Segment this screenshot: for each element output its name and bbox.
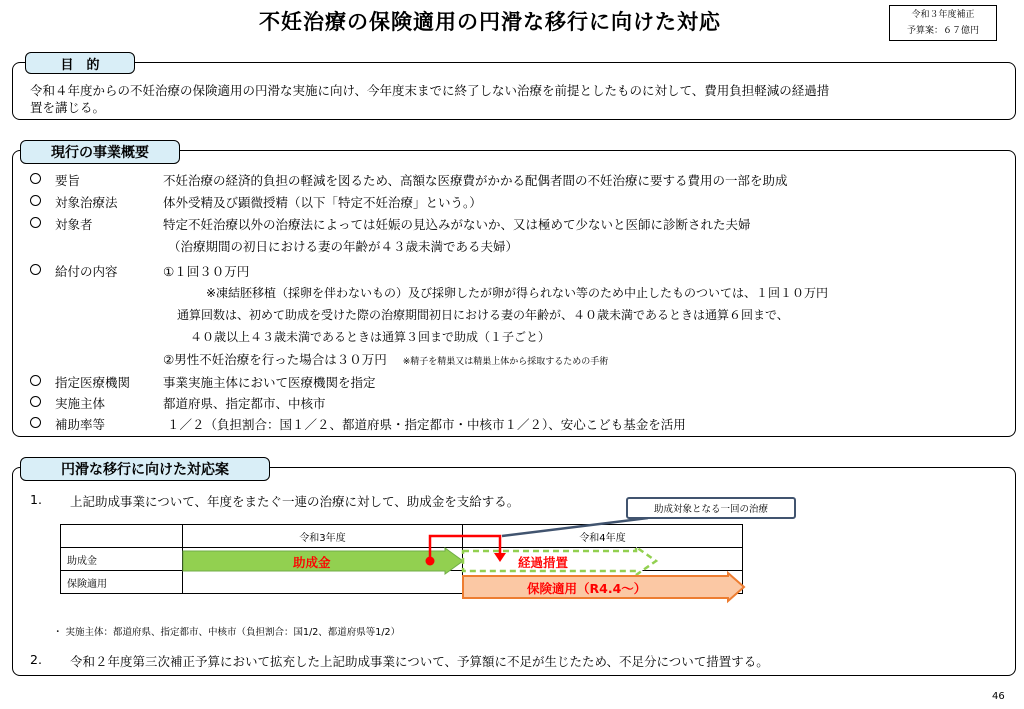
benefit-line3: 通算回数は、初めて助成を受けた際の治療期間初日における妻の年齢が、４０歳未満であるときは通算６回まで、 — [177, 308, 789, 322]
plan-item1-num: 1. — [30, 492, 42, 507]
table-header-r4: 令和4年度 — [463, 525, 743, 548]
page-title: 不妊治療の保険適用の円滑な移行に向けた対応 — [259, 10, 721, 34]
plan-item1-text: 上記助成事業について、年度をまたぐ一連の治療に対して、助成金を支給する。 — [70, 494, 520, 509]
item-value: 特定不妊治療以外の治療法によっては妊娠の見込みがないか、又は極めて少ないと医師に診断された夫婦 — [163, 217, 751, 232]
item-value: ①１回３０万円 — [163, 264, 250, 279]
benefit-line2: ※凍結胚移植（採卵を伴わないもの）及び採卵したが卵が得られない等のため中止したものついては、１回１０万円 — [206, 286, 829, 300]
row-label-insurance: 保険適用 — [61, 571, 183, 594]
item-value: １／２（負担割合：国１／２、都道府県・指定都市・中核市１／２）、安心こども基金を活用 — [167, 417, 686, 432]
implementer-note: ・ 実施主体：都道府県、指定都市、中核市（負担割合：国1/2、都道府県等1/2） — [53, 627, 401, 638]
row-label-subsidy: 助成金 — [61, 548, 183, 571]
purpose-tag: 目 的 — [25, 52, 135, 74]
male-benefit-text: ②男性不妊治療を行った場合は３０万円 — [163, 352, 387, 367]
item-value: 事業実施主体において医療機関を指定 — [163, 375, 376, 390]
page-number: 46 — [992, 691, 1005, 702]
item-label: 実施主体 — [55, 396, 106, 411]
male-benefit-note: ※精子を精巣又は精巣上体から採取するための手術 — [402, 357, 609, 367]
transition-bar-label: 経過措置 — [518, 555, 569, 570]
item-label: 要旨 — [55, 173, 81, 188]
item-label: 対象者 — [55, 217, 93, 232]
item-value: 体外受精及び顕微授精（以下「特定不妊治療」という。） — [163, 195, 482, 210]
purpose-text-line2: 置を講じる。 — [30, 100, 106, 115]
current-overview-tag: 現行の事業概要 — [20, 140, 180, 164]
treatment-start-dot — [426, 557, 435, 566]
budget-line2: 予算案：６７億円 — [906, 26, 979, 36]
item-label: 指定医療機関 — [55, 375, 131, 390]
treatment-callout: 助成対象となる一回の治療 — [626, 497, 796, 519]
purpose-text-line1: 令和４年度からの不妊治療の保険適用の円滑な実施に向け、今年度末までに終了しない治療を前提としたものに対して、費用負担軽減の経過措 — [30, 83, 830, 98]
table-header-r3: 令和3年度 — [183, 525, 463, 548]
item-label: 対象治療法 — [55, 195, 118, 210]
subsidy-bar-label: 助成金 — [293, 555, 331, 570]
budget-line1: 令和３年度補正 — [911, 10, 975, 20]
plan-tag: 円滑な移行に向けた対応案 — [20, 457, 270, 481]
plan-item2-num: 2. — [30, 652, 42, 667]
item-value: 不妊治療の経済的負担の軽減を図るため、高額な医療費がかかる配偶者間の不妊治療に要する費用の一部を助成 — [163, 173, 788, 188]
item-value: 都道府県、指定都市、中核市 — [163, 396, 326, 411]
insurance-bar-label: 保険適用（R4.4～） — [527, 581, 647, 596]
callout-pointer — [502, 518, 648, 536]
item-label: 補助率等 — [55, 417, 106, 432]
item-label: 給付の内容 — [55, 264, 118, 279]
target-note: （治療期間の初日における妻の年齢が４３歳未満である夫婦） — [168, 239, 519, 254]
plan-item2-text: 令和２年度第三次補正予算において拡充した上記助成事業について、予算額に不足が生じたため、不足分について措置する。 — [70, 654, 769, 669]
benefit-line4: ４０歳以上４３歳未満であるときは通算３回まで助成（１子ごと） — [190, 330, 551, 344]
